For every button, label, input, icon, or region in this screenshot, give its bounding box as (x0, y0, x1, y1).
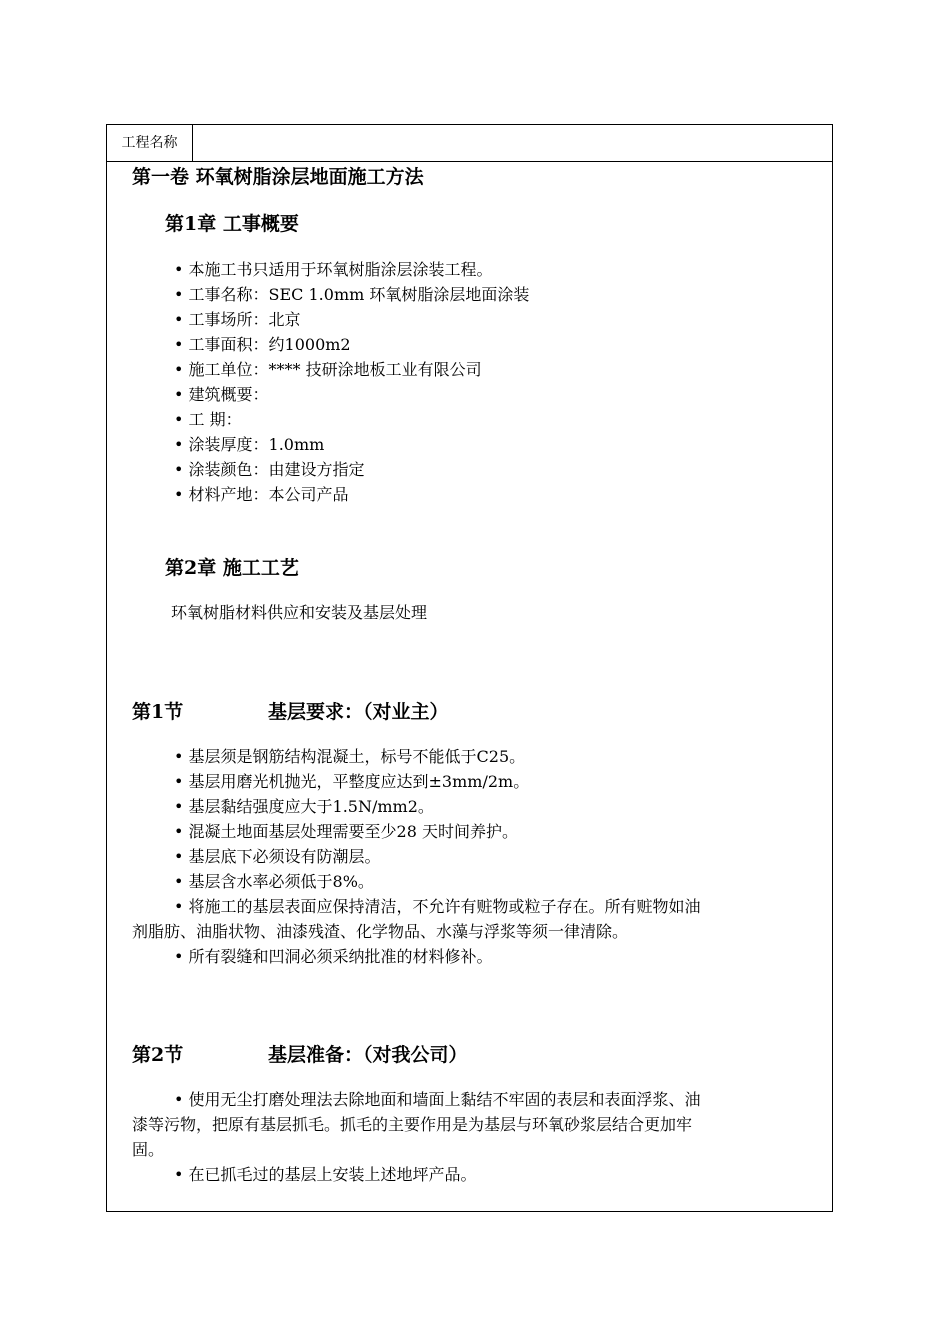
list-item: • 混凝土地面基层处理需要至少28 天时间养护。 (174, 822, 518, 841)
section1-number: 第1节 (132, 701, 184, 723)
list-item: • 工事面积：约1000m2 (174, 335, 351, 354)
section2-para-line2: 漆等污物，把原有基层抓毛。抓毛的主要作用是为基层与环氧砂浆层结合更加牢 (132, 1115, 693, 1134)
section1-para-line2: 剂脂肪、油脂状物、油漆残渣、化学物品、水藻与浮浆等须一律清除。 (132, 922, 629, 941)
section1-para-line1: • 将施工的基层表面应保持清洁，不允许有赃物或粒子存在。所有赃物如油 (174, 897, 701, 916)
chapter1-title: 第1章 工事概要 (165, 213, 299, 235)
section1-title: 基层要求：（对业主） (268, 701, 449, 723)
section2-para-line1: • 使用无尘打磨处理法去除地面和墙面上黏结不牢固的表层和表面浮浆、油 (174, 1090, 701, 1109)
section2-number: 第2节 (132, 1044, 184, 1066)
section2-last-item: • 在已抓毛过的基层上安装上述地坪产品。 (174, 1165, 477, 1184)
section1-last-item: • 所有裂缝和凹洞必须采纳批准的材料修补。 (174, 947, 493, 966)
list-item: • 工事场所：北京 (174, 310, 301, 329)
list-item: • 施工单位：**** 技研涂地板工业有限公司 (174, 360, 482, 379)
header-row (107, 125, 832, 162)
volume-title: 第一卷 环氧树脂涂层地面施工方法 (132, 166, 424, 188)
chapter1-list (174, 257, 529, 507)
list-item: • 工 期： (174, 410, 242, 429)
list-item: • 工事名称：SEC 1.0mm 环氧树脂涂层地面涂装 (174, 285, 530, 304)
list-item: • 基层含水率必须低于8%。 (174, 872, 374, 891)
list-item: • 材料产地：本公司产品 (174, 485, 349, 504)
list-item: • 涂装颜色：由建设方指定 (174, 460, 365, 479)
project-name-label: 工程名称 (107, 125, 193, 161)
section1-list (174, 744, 529, 894)
list-item: • 建筑概要： (174, 385, 269, 404)
section2-title: 基层准备：（对我公司） (268, 1044, 468, 1066)
list-item: • 基层须是钢筋结构混凝土，标号不能低于C25。 (174, 747, 526, 766)
section2-para-line3: 固。 (132, 1140, 165, 1159)
list-item: • 本施工书只适用于环氧树脂涂层涂装工程。 (174, 260, 493, 279)
list-item: • 涂装厚度：1.0mm (174, 435, 325, 454)
list-item: • 基层用磨光机抛光，平整度应达到±3mm/2m。 (174, 772, 530, 791)
list-item: • 基层黏结强度应大于1.5N/mm2。 (174, 797, 434, 816)
chapter2-title: 第2章 施工工艺 (165, 557, 299, 579)
list-item: • 基层底下必须设有防潮层。 (174, 847, 381, 866)
chapter2-subtitle: 环氧树脂材料供应和安装及基层处理 (171, 603, 428, 622)
